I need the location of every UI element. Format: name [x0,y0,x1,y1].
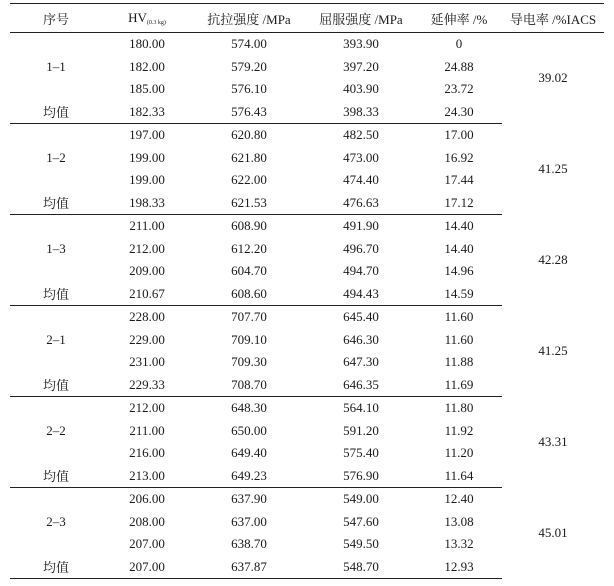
hv-cell: 207.00 [102,556,192,579]
hv-cell: 198.33 [102,192,192,215]
tensile-cell: 576.10 [231,81,267,97]
conductivity-cell: 39.02 [538,70,568,86]
elongation-cell: 23.72 [444,81,474,97]
elongation-cell: 11.88 [444,354,474,370]
header-elongation: 延伸率 /% [416,4,502,33]
hv-cell: 206.00 [129,491,165,507]
header-hv [102,4,192,33]
mean-label: 均值 [10,192,102,215]
hv-cell: 211.00 [129,218,165,234]
yield-cell: 491.90 [343,218,379,234]
hv-cell: 182.33 [102,101,192,124]
tensile-cell: 638.70 [231,536,267,552]
tensile-cell: 604.70 [231,263,267,279]
elongation-cell: 14.40 [444,240,474,256]
yield-cell: 397.20 [343,58,379,74]
hv-cell: 229.33 [102,374,192,397]
yield-cell: 647.30 [343,354,379,370]
elongation-cell: 13.32 [444,536,474,552]
tensile-cell: 620.80 [231,127,267,143]
elongation-cell: 13.08 [444,513,474,529]
tensile-cell: 637.90 [231,491,267,507]
elongation-cell: 11.92 [444,422,474,438]
tensile-cell: 707.70 [231,309,267,325]
mean-label: 均值 [10,374,102,397]
hv-cell: 212.00 [129,240,165,256]
header-conductivity: 导电率 /%IACS [502,4,604,33]
mean-label: 均值 [10,556,102,579]
yield-cell: 474.40 [343,172,379,188]
yield-cell: 496.70 [343,240,379,256]
sample-id: 2–2 [46,422,66,438]
hv-cell: 180.00 [129,36,165,52]
hv-cell: 209.00 [129,263,165,279]
header-hv-sub: (0.3 kg) [146,20,166,26]
hv-cell: 211.00 [129,422,165,438]
hv-cell: 231.00 [129,354,165,370]
hv-cell: 228.00 [129,309,165,325]
hv-cell: 207.00 [129,536,165,552]
tensile-cell: 612.20 [231,240,267,256]
header-id: 序号 [10,4,102,33]
yield-cell: 575.40 [343,445,379,461]
sample-id: 1–1 [46,58,66,74]
elongation-cell: 11.69 [416,374,502,397]
tensile-cell: 576.43 [192,101,306,124]
header-tensile: 抗拉强度 /MPa [192,4,306,33]
yield-cell: 549.50 [343,536,379,552]
hv-cell: 197.00 [129,127,165,143]
hv-cell: 208.00 [129,513,165,529]
sample-id: 2–3 [46,513,66,529]
yield-cell: 547.60 [343,513,379,529]
sample-id: 1–2 [46,149,66,165]
elongation-cell: 12.93 [416,556,502,579]
yield-cell: 645.40 [343,309,379,325]
sample-id: 1–3 [46,240,66,256]
header-hv-main: HV [128,10,147,25]
tensile-cell: 574.00 [231,36,267,52]
yield-cell: 591.20 [343,422,379,438]
yield-cell: 564.10 [343,400,379,416]
elongation-cell: 14.40 [444,218,474,234]
elongation-cell: 11.20 [444,445,474,461]
yield-cell: 476.63 [306,192,416,215]
elongation-cell: 16.92 [444,149,474,165]
hv-cell: 212.00 [129,400,165,416]
header-row [10,4,604,33]
tensile-cell: 579.20 [231,58,267,74]
hv-cell: 182.00 [129,58,165,74]
hv-cell: 216.00 [129,445,165,461]
tensile-cell: 608.60 [192,283,306,306]
tensile-cell: 622.00 [231,172,267,188]
elongation-cell: 24.30 [416,101,502,124]
conductivity-cell: 41.25 [538,343,568,358]
yield-cell: 494.43 [306,283,416,306]
tensile-cell: 621.53 [192,192,306,215]
yield-cell: 646.35 [306,374,416,397]
elongation-cell: 12.40 [444,491,474,507]
tensile-cell: 637.87 [192,556,306,579]
elongation-cell: 0 [455,36,463,52]
hv-cell: 199.00 [129,149,165,165]
tensile-cell: 709.30 [231,354,267,370]
elongation-cell: 11.60 [444,331,474,347]
properties-table [10,3,604,579]
tensile-cell: 650.00 [231,422,267,438]
hv-cell: 213.00 [102,465,192,488]
elongation-cell: 14.96 [444,263,474,279]
elongation-cell: 11.64 [416,465,502,488]
yield-cell: 403.90 [343,81,379,97]
tensile-cell: 637.00 [231,513,267,529]
table-row [10,124,604,147]
elongation-cell: 17.44 [444,172,474,188]
table-row [10,488,604,511]
hv-cell: 185.00 [129,81,165,97]
yield-cell: 482.50 [343,127,379,143]
yield-cell: 549.00 [343,491,379,507]
elongation-cell: 11.60 [444,309,474,325]
tensile-cell: 709.10 [231,331,267,347]
elongation-cell: 17.00 [444,127,474,143]
yield-cell: 548.70 [306,556,416,579]
elongation-cell: 17.12 [416,192,502,215]
conductivity-cell: 43.31 [538,434,568,449]
elongation-cell: 11.80 [444,400,474,416]
yield-cell: 398.33 [306,101,416,124]
table-row [10,215,604,238]
tensile-cell: 649.23 [192,465,306,488]
yield-cell: 576.90 [306,465,416,488]
header-yield: 屈服强度 /MPa [306,4,416,33]
tensile-cell: 648.30 [231,400,267,416]
table-row [10,397,604,420]
hv-cell: 199.00 [129,172,165,188]
elongation-cell: 24.88 [444,58,474,74]
yield-cell: 473.00 [343,149,379,165]
table-body [10,33,604,579]
elongation-cell: 14.59 [416,283,502,306]
conductivity-cell: 42.28 [538,252,568,267]
table-row [10,306,604,329]
mean-label: 均值 [10,283,102,306]
sample-id: 2–1 [46,331,66,347]
mean-label: 均值 [10,465,102,488]
yield-cell: 646.30 [343,331,379,347]
conductivity-cell: 45.01 [538,525,568,540]
conductivity-cell: 41.25 [538,161,568,176]
tensile-cell: 649.40 [231,445,267,461]
tensile-cell: 621.80 [231,149,267,165]
table-row [10,33,604,56]
hv-cell: 229.00 [129,331,165,347]
tensile-cell: 708.70 [192,374,306,397]
yield-cell: 393.90 [343,36,379,52]
tensile-cell: 608.90 [231,218,267,234]
mean-label: 均值 [10,101,102,124]
hv-cell: 210.67 [102,283,192,306]
yield-cell: 494.70 [343,263,379,279]
